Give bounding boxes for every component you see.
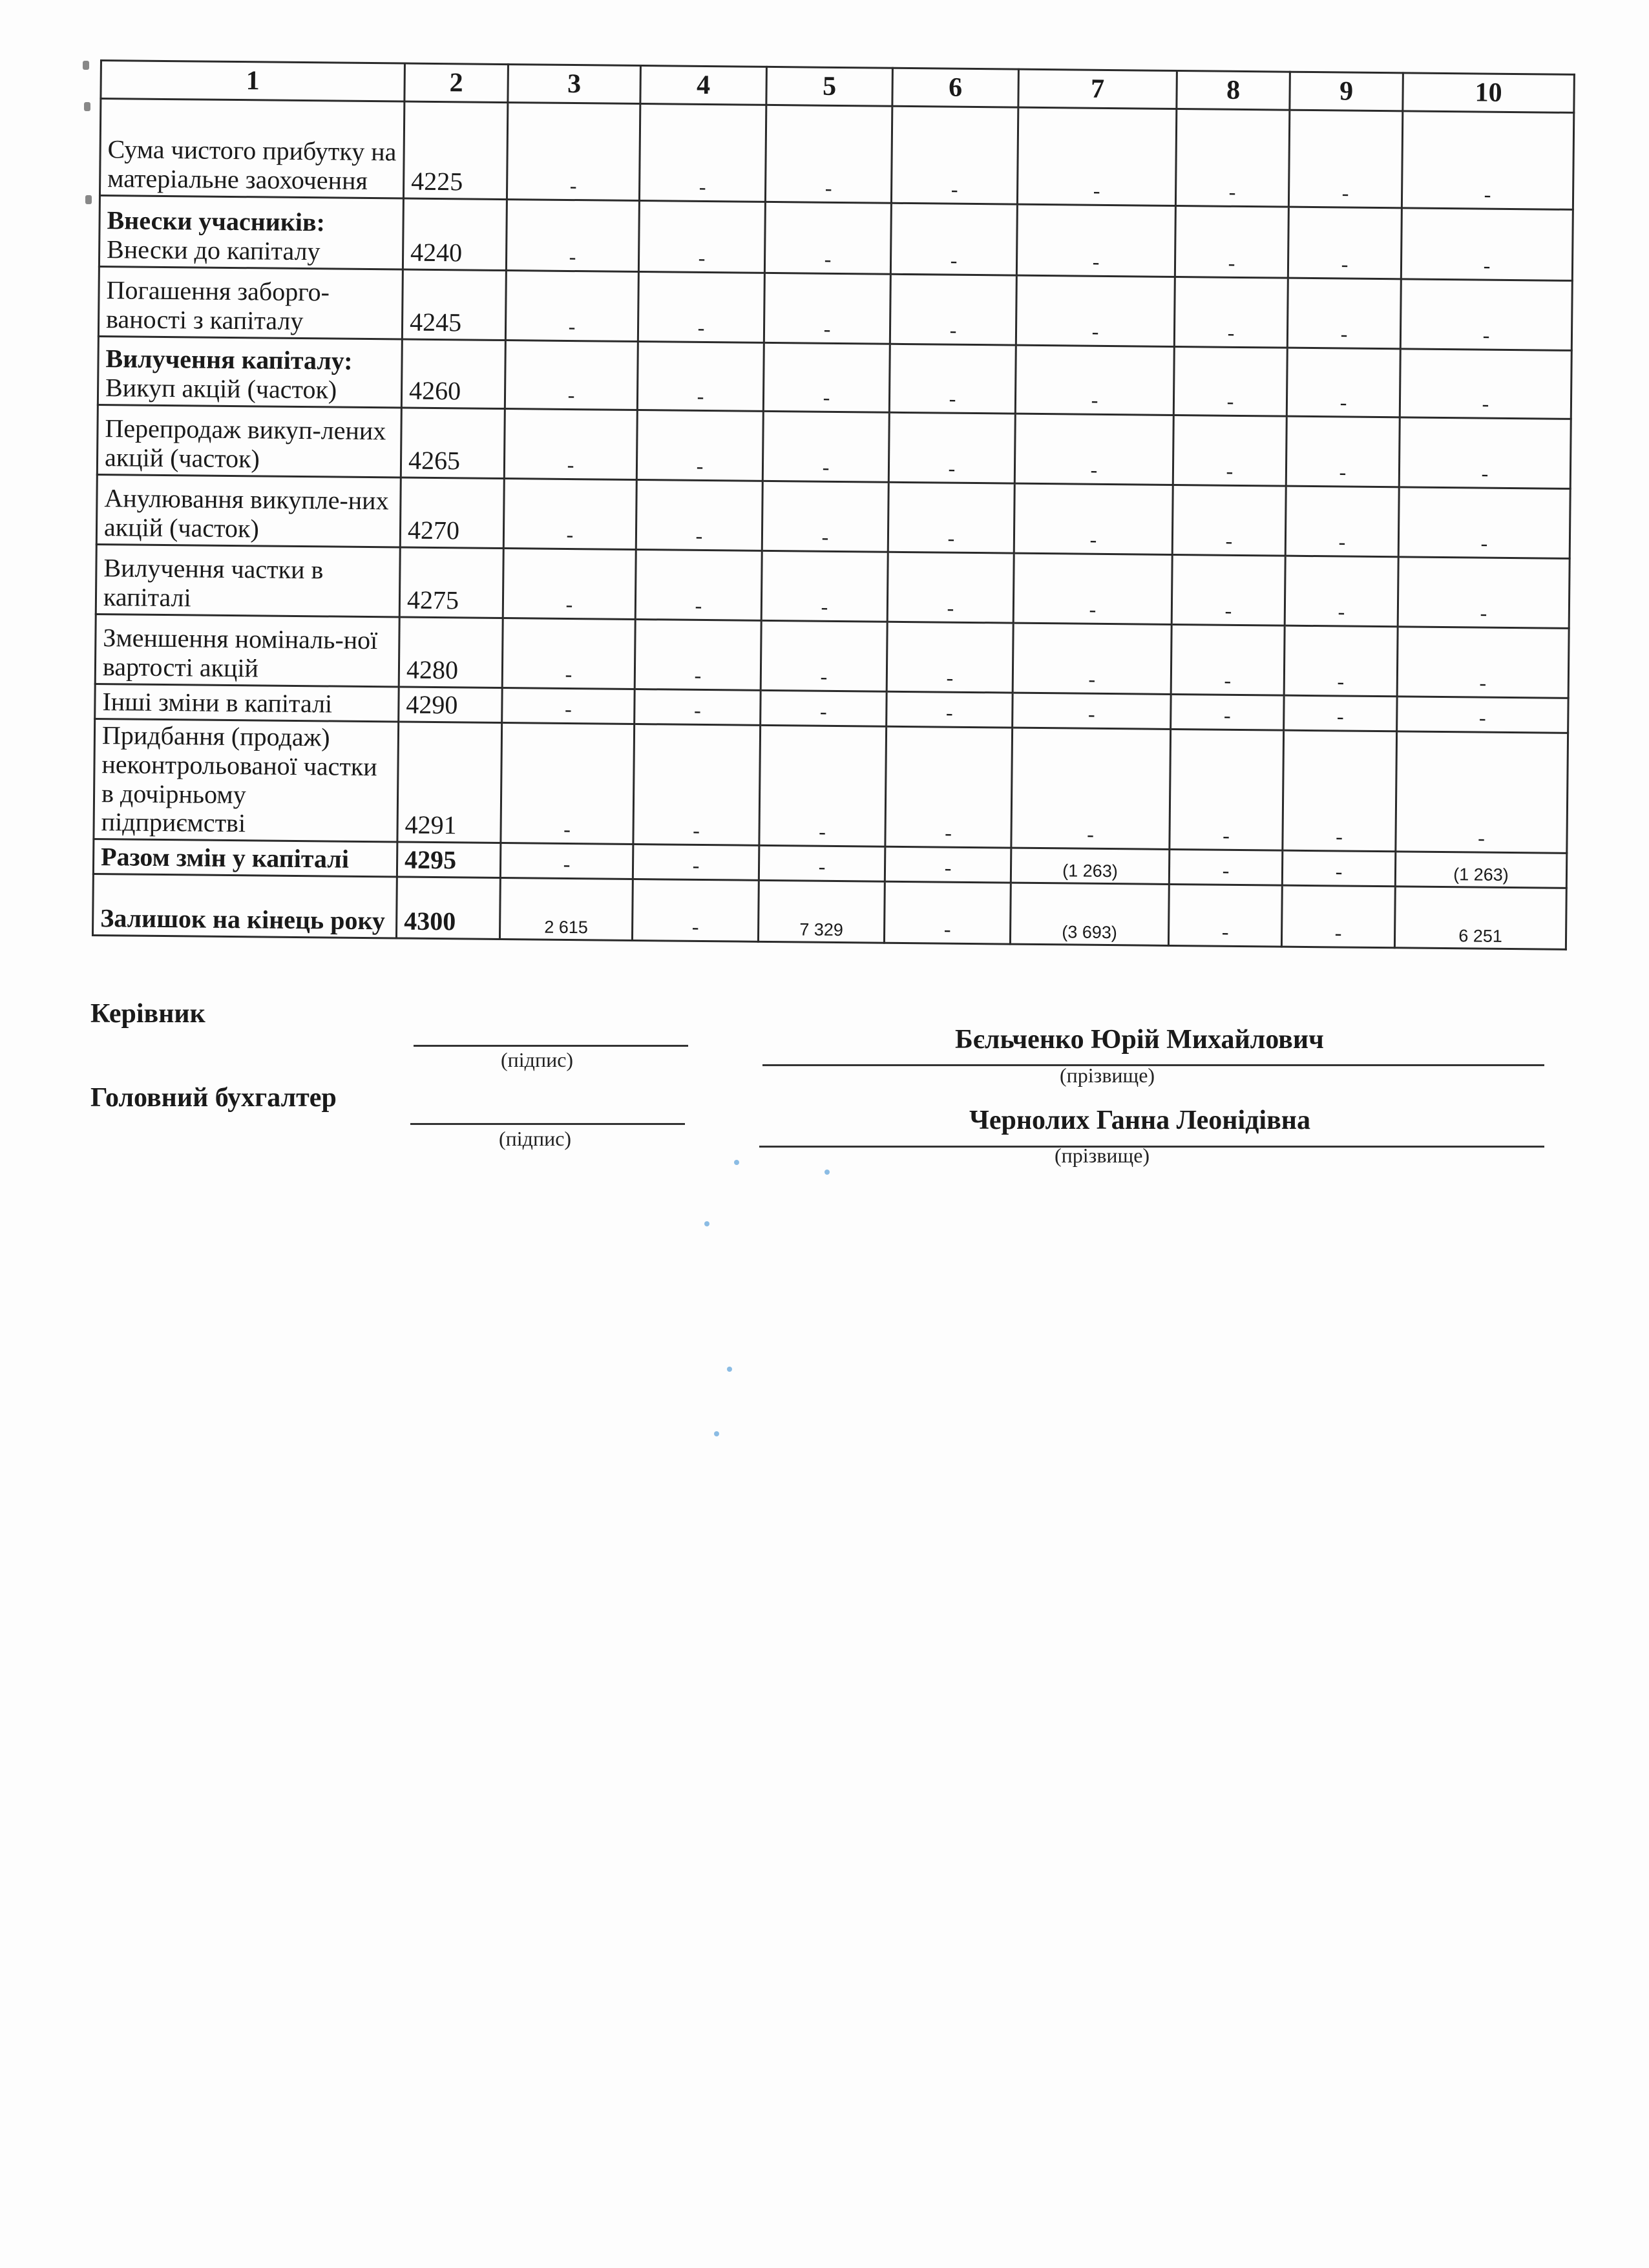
table-row (94, 719, 1568, 853)
cell-value: - (503, 479, 636, 550)
cell-value: - (1014, 483, 1173, 554)
row-code: 4290 (399, 687, 503, 723)
cell-value: - (1014, 414, 1173, 485)
cell-value: - (1397, 627, 1569, 698)
row-code: 4270 (400, 478, 504, 549)
cell-value: - (1284, 625, 1398, 697)
column-header-5: 5 (766, 67, 893, 106)
row-section-heading: Вилучення капіталу: (105, 344, 353, 376)
cell-value: - (639, 104, 766, 202)
cell-value: - (761, 620, 887, 691)
cell-value: - (1399, 417, 1571, 489)
cell-value: - (1398, 557, 1570, 629)
cell-value: - (1397, 697, 1569, 733)
row-label (96, 544, 400, 617)
column-header-2: 2 (404, 63, 509, 103)
cell-value: - (1400, 279, 1572, 351)
accountant-name: Чернолих Ганна Леонідівна (969, 1106, 1310, 1135)
cell-value: - (1017, 107, 1176, 205)
cell-value: - (1398, 487, 1570, 559)
row-label-text: Зменшення номіналь-ної вартості акцій (102, 623, 378, 683)
cell-value: - (1282, 850, 1396, 887)
stamp-speck (824, 1170, 830, 1175)
row-code: 4225 (403, 101, 507, 200)
cell-value: - (505, 341, 638, 410)
cell-value: - (1013, 553, 1172, 624)
cell-value: - (885, 846, 1011, 883)
cell-value: - (503, 549, 636, 620)
row-code: 4265 (401, 408, 505, 479)
cell-value: - (884, 881, 1011, 944)
cell-value: - (1396, 731, 1568, 854)
table-body (92, 99, 1573, 950)
cell-value: - (890, 274, 1016, 345)
cell-value: - (1171, 554, 1285, 625)
stamp-speck (734, 1160, 739, 1165)
cell-value: - (1281, 885, 1395, 948)
row-label-text: Викуп акцій (часток) (105, 373, 337, 404)
row-label (98, 266, 403, 339)
row-code: 4275 (399, 547, 503, 618)
row-label (93, 839, 397, 877)
cell-value: - (637, 342, 764, 412)
cell-value: - (1402, 111, 1573, 210)
accountant-signature-line (410, 1123, 685, 1125)
column-header-1: 1 (101, 61, 405, 102)
cell-value: - (507, 103, 640, 201)
cell-value: - (502, 688, 635, 724)
accountant-surname-line (759, 1146, 1544, 1148)
cell-value: (3 693) (1010, 883, 1169, 945)
cell-value: - (1173, 346, 1287, 416)
row-code: 4295 (397, 842, 501, 878)
cell-value: - (887, 691, 1013, 728)
row-label-text: Разом змін у капіталі (100, 842, 350, 874)
row-label (97, 404, 401, 478)
stamp-speck (714, 1431, 719, 1436)
cell-value: 6 251 (1394, 887, 1566, 950)
column-header-6: 6 (892, 68, 1019, 107)
row-label (100, 99, 404, 199)
cell-value: - (759, 846, 885, 882)
cell-value: - (1175, 205, 1288, 278)
row-label (95, 614, 399, 687)
cell-value: - (1013, 693, 1171, 729)
cell-value: (1 263) (1395, 852, 1567, 888)
row-code: 4260 (401, 339, 505, 409)
cell-value: - (764, 273, 890, 344)
director-signature-hint: (підпис) (501, 1048, 574, 1071)
cell-value: - (501, 723, 635, 845)
column-header-8: 8 (1177, 70, 1290, 110)
cell-value: - (890, 203, 1017, 275)
punch-mark (84, 102, 90, 111)
cell-value: - (635, 619, 761, 690)
cell-value: - (1171, 694, 1285, 730)
cell-value: - (636, 480, 762, 551)
cell-value: - (1011, 728, 1171, 850)
row-code: 4280 (399, 617, 503, 688)
table-row (100, 99, 1573, 210)
punch-mark (83, 61, 89, 70)
cell-value: - (1401, 208, 1573, 281)
cell-value: - (1288, 207, 1402, 279)
row-label (98, 336, 402, 408)
cell-value: - (500, 843, 633, 879)
director-label: Керівник (90, 999, 205, 1029)
row-label-text: Анулювання викупле-них акцій (часток) (103, 483, 389, 543)
column-header-7: 7 (1018, 69, 1177, 109)
cell-value: - (1168, 885, 1282, 947)
row-label (99, 196, 403, 270)
cell-value: - (891, 106, 1018, 204)
row-label (96, 474, 401, 547)
cell-value: - (888, 412, 1015, 483)
cell-value: - (764, 202, 891, 274)
table-row (99, 196, 1573, 281)
cell-value: (1 263) (1011, 848, 1170, 884)
column-header-10: 10 (1403, 73, 1575, 113)
cell-value: - (1175, 109, 1289, 207)
cell-value: 2 615 (499, 878, 633, 941)
cell-value: - (632, 879, 759, 942)
cell-value: - (635, 549, 762, 620)
cell-value: - (763, 342, 890, 412)
cell-value: - (1172, 485, 1286, 556)
row-label-text: Залишок на кінець року (100, 903, 386, 936)
cell-value: - (635, 689, 761, 725)
cell-value: - (1283, 730, 1397, 852)
cell-value: - (762, 411, 889, 482)
row-label (94, 719, 399, 842)
cell-value: - (1170, 729, 1284, 850)
cell-value: - (633, 724, 761, 845)
stamp-speck (704, 1221, 709, 1226)
cell-value: - (887, 622, 1013, 693)
cell-value: - (1285, 486, 1399, 557)
chief-accountant-label: Головний бухгалтер (90, 1083, 337, 1113)
cell-value: - (633, 845, 759, 881)
cell-value: - (636, 410, 763, 481)
row-label-text: Інші зміни в капіталі (102, 687, 333, 719)
cell-value: - (502, 618, 635, 689)
column-header-4: 4 (640, 66, 767, 105)
row-code: 4245 (402, 269, 506, 341)
cell-value: - (1016, 204, 1175, 277)
row-label (95, 684, 399, 722)
cell-value: - (765, 105, 892, 203)
cell-value: - (506, 200, 639, 272)
cell-value: - (1016, 275, 1175, 346)
row-label-text: Погашення заборго-ваності з капіталу (105, 275, 330, 336)
row-label-text: Вилучення частки в капіталі (103, 553, 324, 613)
cell-value: - (1400, 349, 1571, 419)
cell-value: - (761, 690, 887, 726)
row-code: 4300 (396, 877, 500, 940)
cell-value: - (759, 725, 887, 846)
cell-value: - (887, 552, 1014, 623)
cell-value: - (1287, 348, 1400, 417)
accountant-signature-hint: (підпис) (499, 1127, 572, 1150)
punch-mark (85, 195, 92, 204)
cell-value: - (1173, 415, 1287, 486)
column-header-9: 9 (1290, 72, 1403, 111)
capital-changes-table (92, 59, 1575, 950)
cell-value: - (638, 272, 764, 343)
row-code: 4291 (397, 722, 502, 843)
cell-value: - (888, 482, 1014, 553)
row-label (92, 874, 397, 939)
cell-value: 7 329 (758, 881, 885, 943)
cell-value: - (1287, 278, 1401, 349)
cell-value: - (638, 201, 765, 273)
cell-value: - (1284, 695, 1398, 731)
cell-value: - (1174, 277, 1288, 348)
cell-value: - (1169, 850, 1283, 886)
row-label-text: Придбання (продаж) неконтрольованої частки в дочірньому підприємстві (101, 720, 377, 838)
row-section-heading: Внески учасників: (107, 205, 326, 237)
director-signature-line (414, 1045, 688, 1047)
cell-value: - (1171, 624, 1285, 695)
cell-value: - (1286, 416, 1400, 487)
row-label-text: Сума чистого прибутку на матеріальне заохочення (107, 134, 397, 196)
row-code: 4240 (403, 198, 507, 271)
cell-value: - (504, 409, 637, 480)
cell-value: - (761, 551, 888, 622)
cell-value: - (762, 481, 888, 552)
cell-value: - (505, 271, 638, 342)
column-header-3: 3 (508, 65, 641, 104)
accountant-surname-hint: (прізвище) (1055, 1144, 1150, 1167)
row-label-text: Внески до капіталу (106, 235, 320, 266)
cell-value: - (1285, 556, 1398, 627)
cell-value: - (1015, 345, 1174, 415)
cell-value: - (1013, 623, 1171, 694)
stamp-speck (727, 1367, 732, 1372)
cell-value: - (885, 726, 1013, 848)
director-surname-hint: (прізвище) (1060, 1064, 1155, 1087)
row-label-text: Перепродаж викуп-лених акцій (часток) (104, 414, 386, 474)
director-name: Бєльченко Юрій Михайлович (955, 1025, 1324, 1055)
cell-value: - (889, 344, 1016, 414)
cell-value: - (1288, 110, 1402, 208)
